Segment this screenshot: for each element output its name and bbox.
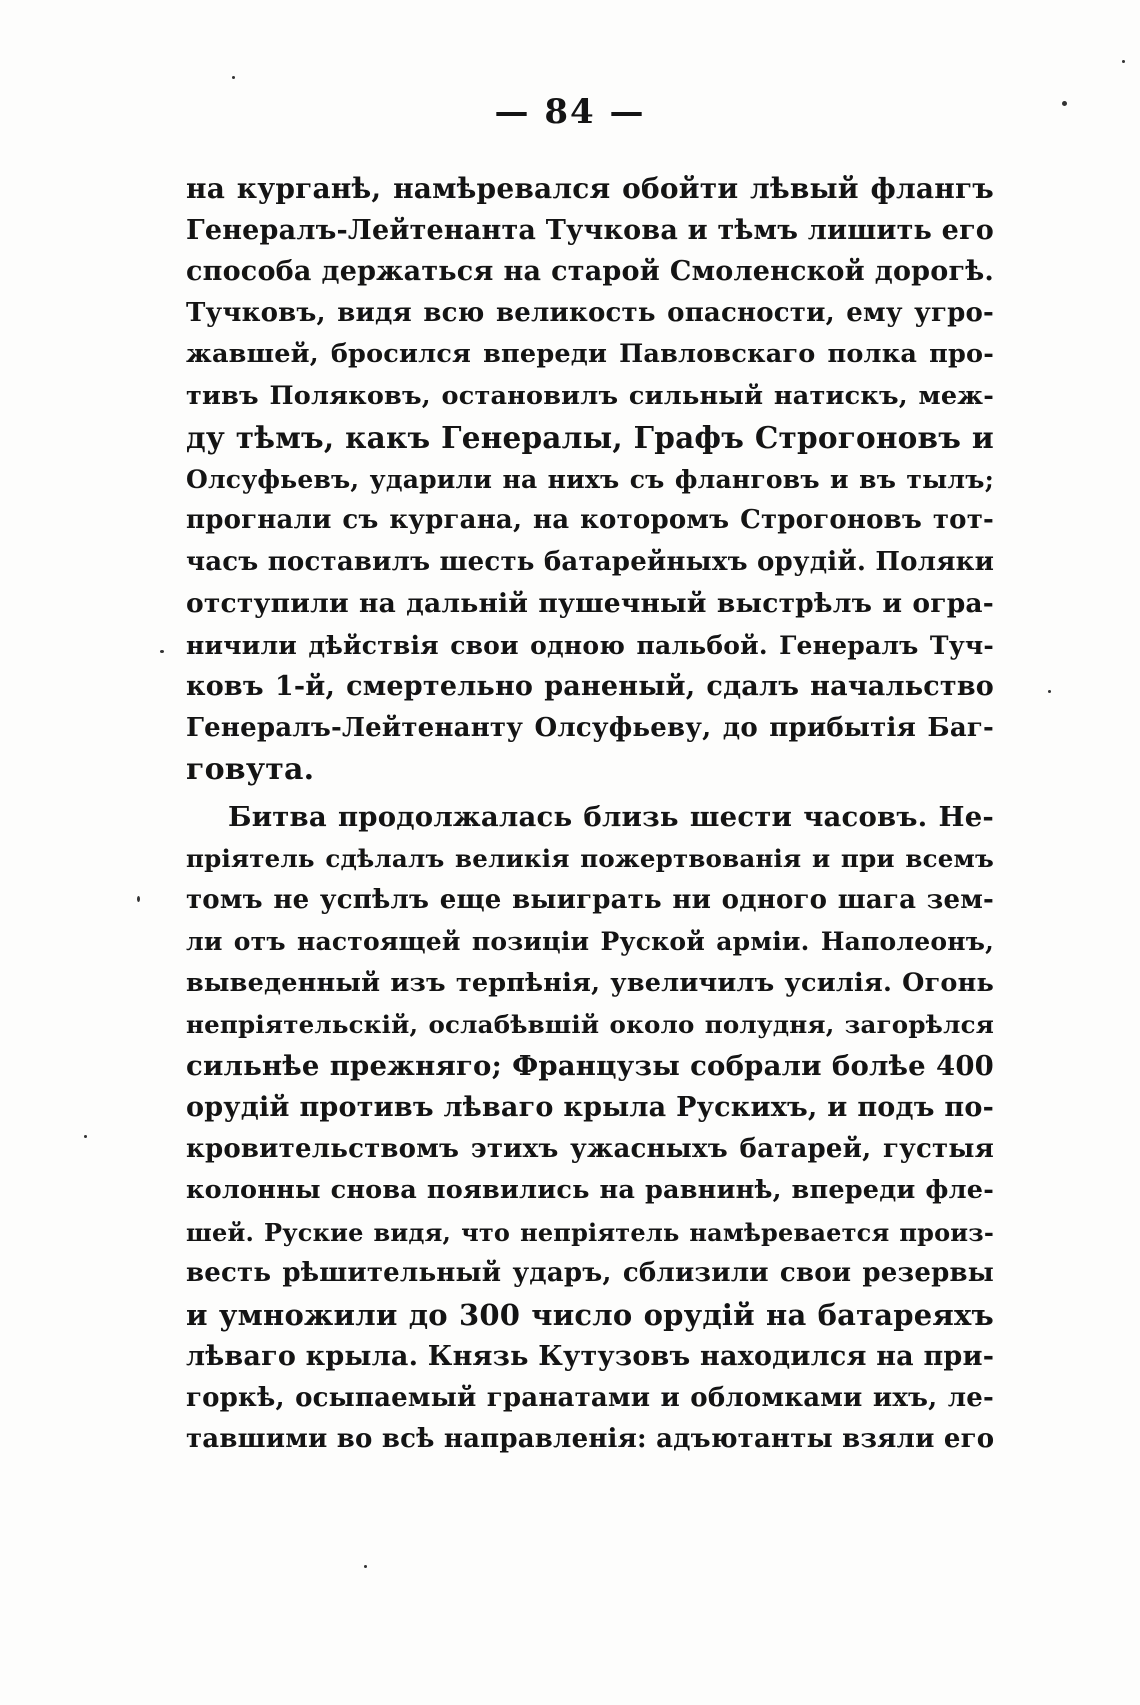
text-line: выведенный изъ терпѣнія, увеличилъ усилія. Огонь [186,967,994,998]
scan-speck [364,1565,367,1568]
text-line: ли отъ настоящей позиціи Руской арміи. Наполеонъ, [186,927,994,956]
text-line: Генералъ-Лейтенанту Олсуфьеву, до прибытія Баг- [186,712,994,743]
text-line: лѣваго крыла. Князь Кутузовъ находился на при- [186,1341,995,1372]
text-line: говута. [186,752,315,787]
text-line: ковъ 1-й, смертельно раненый, сдалъ начальство [186,671,994,702]
text-line: колонны снова появились на равнинѣ, впереди фле- [186,1175,994,1205]
paragraph-2 [186,797,994,1461]
text-line: ничили дѣйствія свои одною пальбой. Генералъ Туч- [186,630,994,660]
text-line: кровительствомъ этихъ ужасныхъ батарей, густыя [186,1133,994,1164]
scan-speck [232,76,235,79]
body-text [186,168,994,1461]
text-line: часъ поставилъ шесть батарейныхъ орудій. Поляки [186,546,995,577]
text-line: тавшими во всѣ направленія: адъютанты взяли его [186,1424,995,1454]
text-line: Битва продолжалась близь шести часовъ. Не- [228,800,994,833]
text-line: Генералъ-Лейтенанта Тучкова и тѣмъ лишить его [186,214,995,246]
text-line: на курганѣ, намѣревался обойти лѣвый флангъ [186,172,994,205]
text-line: отступили на дальній пушечный выстрѣлъ и огра- [186,588,994,619]
text-line: томъ не успѣлъ еще выиграть ни одного шага зем- [186,884,994,915]
scan-speck [160,650,164,653]
text-line: непріятельскій, ослабѣвшій около полудня, загорѣлся [186,1010,994,1039]
text-line: шей. Руские видя, что непріятель намѣревается произ- [186,1217,994,1247]
scan-speck [1048,690,1051,693]
text-line: ду тѣмъ, какъ Генералы, Графъ Строгоновъ и [186,420,994,455]
text-line: тивъ Поляковъ, остановилъ сильный натискъ, меж- [186,380,994,411]
text-line: жавшей, бросился впереди Павловскаго полка про- [186,339,994,369]
scan-speck [84,1135,87,1138]
scan-speck [1122,60,1125,63]
scan-speck [137,896,140,902]
text-line: Олсуфьевъ, ударили на нихъ съ фланговъ и въ тылъ; [186,464,994,494]
text-line: способа держаться на старой Смоленской дорогѣ. [186,256,994,287]
scan-speck [1062,101,1067,106]
text-line: Тучковъ, видя всю великость опасности, ему угро- [186,297,994,328]
paragraph-1 [186,168,994,791]
page-number: — 84 — [494,92,646,132]
text-line: сильнѣе прежняго; Французы собрали болѣе 400 [186,1049,994,1082]
text-line: прогнали съ кургана, на которомъ Строгоновъ тот- [186,505,994,535]
text-line: орудій противъ лѣваго крыла Рускихъ, и подъ по- [186,1092,994,1123]
text-line: и умножили до 300 число орудій на батареяхъ [186,1297,994,1332]
text-line: горкѣ, осыпаемый гранатами и обломками ихъ, ле- [186,1382,994,1413]
text-line: весть рѣшительный ударъ, сблизили свои резервы [186,1258,994,1288]
text-line: пріятель сдѣлалъ великія пожертвованія и при всемъ [186,844,994,873]
